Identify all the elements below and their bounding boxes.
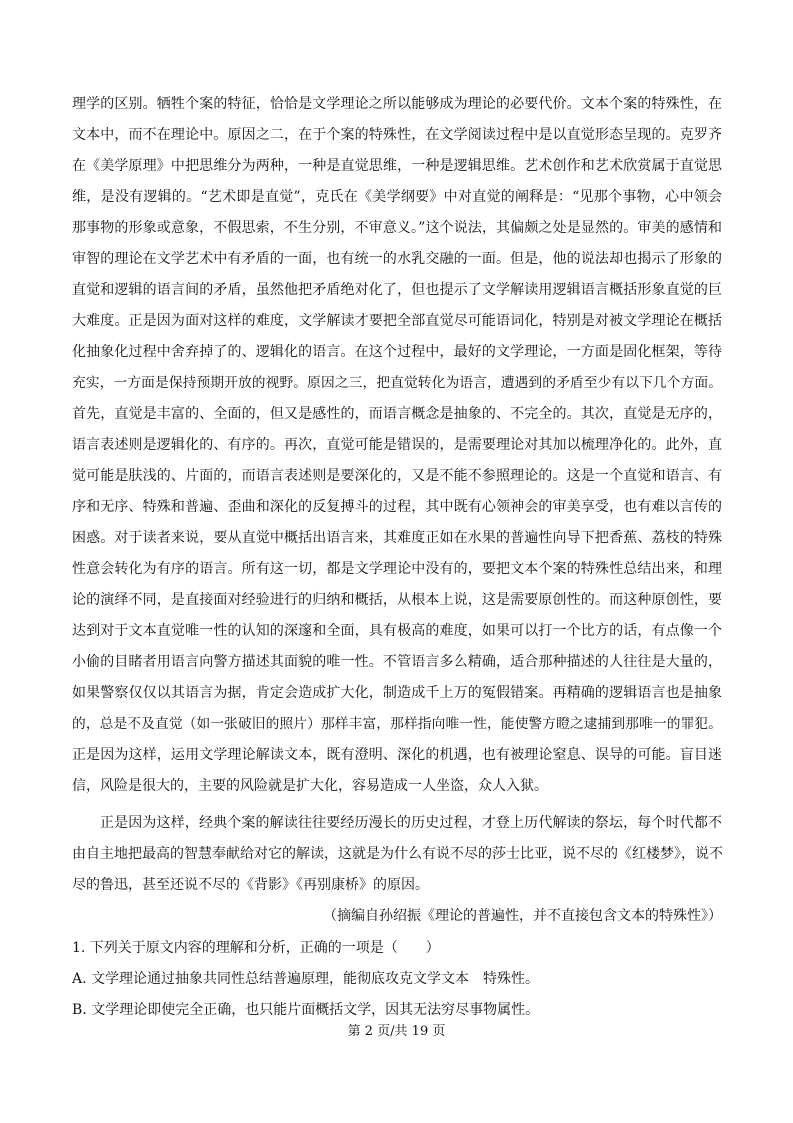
paragraph-1-line: 信，风险是很大的，主要的风险就是扩大化，容易造成一人坐盗，众人入狱。 — [72, 778, 548, 794]
paragraph-1-line: 达到对于文本直觉唯一性的认知的深邃和全面，具有极高的难度，如果可以打一个比方的话，有点像一个 — [72, 623, 722, 639]
paragraph-1-line: 小偷的目睹者用语言向警方描述其面貌的唯一性。不管语言多么精确，适合那种描述的人往往是大量的， — [72, 654, 722, 670]
page-footer: 第 2 页/共 19 页 — [347, 1024, 446, 1039]
paragraph-2-line: 尽的鲁迅，甚至还说不尽的《背影》《再别康桥》的原因。 — [72, 877, 429, 893]
paragraph-1-line: 的，总是不及直觉（如一张破旧的照片）那样丰富，那样指向唯一性，能使警方瞪之逮捕到那唯一的罪犯。 — [72, 716, 722, 732]
paragraph-2-line: 正是因为这样，经典个案的解读往往要经历漫长的历史过程，才登上历代解读的祭坛，每个时代都不 — [100, 815, 722, 831]
paragraph-1-line: 充实，一方面是保持预期开放的视野。原因之三，把直觉转化为语言，遭遇到的矛盾至少有以下几个方面。 — [72, 375, 722, 391]
paragraph-1-line: 正是因为这样，运用文学理论解读文本，既有澄明、深化的机遇，也有被理论窒息、误导的可能。盲目迷 — [72, 747, 722, 763]
paragraph-1-line: 如果警察仅仅以其语言为据，肯定会造成扩大化，制造成千上万的冤假错案。再精确的逻辑语言也是抽象 — [72, 685, 722, 701]
paragraph-1-line: 困惑。对于读者来说，要从直觉中概括出语言来，其难度正如在水果的普遍性向导下把香蕉、荔枝的特殊 — [72, 530, 722, 546]
paragraph-1-line: 审智的理论在文学艺术中有矛盾的一面，也有统一的水乳交融的一面。但是，他的说法却也揭示了形象的 — [72, 251, 722, 267]
paragraph-1-line: 文本中，而不在理论中。原因之二，在于个案的特殊性，在文学阅读过程中是以直觉形态呈现的。克罗齐 — [72, 127, 722, 143]
question-stem: 1. 下列关于原文内容的理解和分析，正确的一项是（ ） — [72, 940, 440, 956]
paragraph-1-line: 维，是没有逻辑的。“艺术即是直觉”，克氏在《美学纲要》中对直觉的阐释是：“见那个事物，心中领会 — [72, 189, 722, 205]
paragraph-1-line: 性意会转化为有序的语言。所有这一切，都是文学理论中没有的，要把文本个案的特殊性总结出来，和理 — [72, 561, 722, 577]
paragraph-1-line: 那事物的形象或意象，不假思索，不生分别，不审意义。”这个说法，其偏颇之处是显然的。审美的感情和 — [72, 220, 722, 236]
paragraph-1-line: 在《美学原理》中把思维分为两种，一种是直觉思维，一种是逻辑思维。艺术创作和艺术欣赏属于直觉思 — [72, 158, 722, 174]
paragraph-1-line: 语言表述则是逻辑化的、有序的。再次，直觉可能是错误的，是需要理论对其加以梳理净化的。此外，直 — [72, 437, 722, 453]
paragraph-1-line: 论的演绎不同，是直接面对经验进行的归纳和概括，从根本上说，这是需要原创性的。而这种原创性，要 — [72, 592, 722, 608]
paragraph-1-line: 序和无序、特殊和普遍、歪曲和深化的反复搏斗的过程，其中既有心领神会的审美享受，也有难以言传的 — [72, 499, 722, 515]
source-attribution: （摘编自孙绍振《理论的普遍性，并不直接包含文本的特殊性》） — [323, 908, 722, 924]
paragraph-2-line: 由自主地把最高的智慧奉献给对它的解读，这就是为什么有说不尽的莎士比亚，说不尽的《红楼梦》，说不 — [72, 846, 723, 862]
paragraph-1-line: 觉可能是肤浅的、片面的，而语言表述则是要深化的，又是不能不参照理论的。这是一个直觉和语言、有 — [72, 468, 722, 484]
paragraph-1-line: 大难度。正是因为面对这样的难度，文学解读才要把全部直觉尽可能语词化，特别是对被文学理论在概括 — [72, 313, 722, 329]
paragraph-1-line: 化抽象化过程中舍弃掉了的、逻辑化的语言。在这个过程中，最好的文学理论，一方面是固化框架，等待 — [72, 344, 722, 360]
paragraph-1-line: 直觉和逻辑的语言间的矛盾，虽然他把矛盾绝对化了，但也提示了文学解读用逻辑语言概括形象直觉的巨 — [72, 282, 722, 298]
paragraph-1-line: 理学的区别。牺牲个案的特征，恰恰是文学理论之所以能够成为理论的必要代价。文本个案的特殊性，在 — [72, 96, 722, 112]
paragraph-1-line: 首先，直觉是丰富的、全面的，但又是感性的，而语言概念是抽象的、不完全的。其次，直觉是无序的， — [72, 406, 722, 422]
option-b: B. 文学理论即使完全正确，也只能片面概括文学，因其无法穷尽事物属性。 — [72, 1002, 540, 1018]
option-a: A. 文学理论通过抽象共同性总结普遍原理，能彻底攻克文学文本 特殊性。 — [72, 971, 540, 987]
